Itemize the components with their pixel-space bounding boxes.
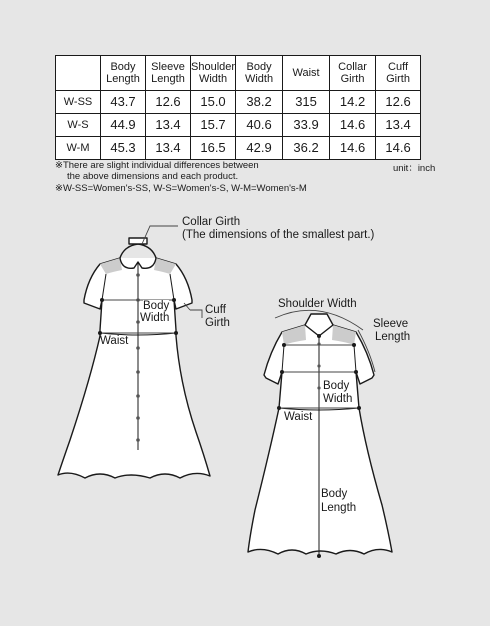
label-body-width-right-2: Width	[323, 393, 353, 405]
right-dress-illustration	[248, 314, 392, 556]
note-differences-line1: ※There are slight individual differences between	[55, 160, 259, 171]
table-cell: 16.5	[191, 137, 236, 160]
header-cuff-girth: Cuff Girth	[376, 56, 421, 91]
table-cell: 45.3	[101, 137, 146, 160]
label-sleeve-length-2: Length	[375, 331, 411, 343]
label-cuff-girth-1: Cuff	[205, 304, 226, 316]
label-body-length-2: Length	[321, 502, 357, 514]
table-cell: 13.4	[146, 137, 191, 160]
unit-label: unit：inch	[393, 163, 436, 174]
table-cell: 14.6	[330, 137, 376, 160]
label-body-width-1: Body	[143, 300, 170, 312]
header-shoulder-width: Shoulder Width	[191, 56, 236, 91]
label-shoulder-width: Shoulder Width	[278, 298, 357, 310]
header-body-length: Body Length	[101, 56, 146, 91]
left-dress-illustration	[58, 238, 210, 478]
table-cell: 14.6	[330, 114, 376, 137]
note-differences-line2: the above dimensions and each product.	[67, 171, 239, 182]
table-cell: 43.7	[101, 91, 146, 114]
table-cell: 33.9	[283, 114, 330, 137]
label-body-length-1: Body	[321, 488, 348, 500]
label-waist-left: Waist	[100, 335, 129, 347]
table-cell: 42.9	[236, 137, 283, 160]
table-cell: 13.4	[146, 114, 191, 137]
table-cell: 15.7	[191, 114, 236, 137]
table-cell: 12.6	[376, 91, 421, 114]
table-cell: 38.2	[236, 91, 283, 114]
table-cell: 36.2	[283, 137, 330, 160]
label-collar-girth: Collar Girth	[182, 216, 241, 228]
header-collar-girth: Collar Girth	[330, 56, 376, 91]
table-cell: 13.4	[376, 114, 421, 137]
label-body-width-2: Width	[140, 312, 170, 324]
row-label: W-S	[56, 114, 101, 137]
label-body-width-right-1: Body	[323, 380, 350, 392]
header-sleeve-length: Sleeve Length	[146, 56, 191, 91]
label-collar-note: (The dimensions of the smallest part.)	[182, 229, 375, 241]
label-sleeve-length-1: Sleeve	[373, 318, 409, 330]
table-cell: 14.2	[330, 91, 376, 114]
header-waist: Waist	[283, 56, 330, 91]
row-label: W-SS	[56, 91, 101, 114]
table-cell: 315	[283, 91, 330, 114]
label-cuff-girth-2: Girth	[205, 317, 230, 329]
table-cell: 40.6	[236, 114, 283, 137]
table-cell: 12.6	[146, 91, 191, 114]
note-size-key: ※W-SS=Women's-SS, W-S=Women's-S, W-M=Women's-M	[55, 183, 307, 194]
row-label: W-M	[56, 137, 101, 160]
table-cell: 15.0	[191, 91, 236, 114]
label-waist-right: Waist	[284, 411, 313, 423]
table-cell: 44.9	[101, 114, 146, 137]
header-body-width: Body Width	[236, 56, 283, 91]
table-cell: 14.6	[376, 137, 421, 160]
